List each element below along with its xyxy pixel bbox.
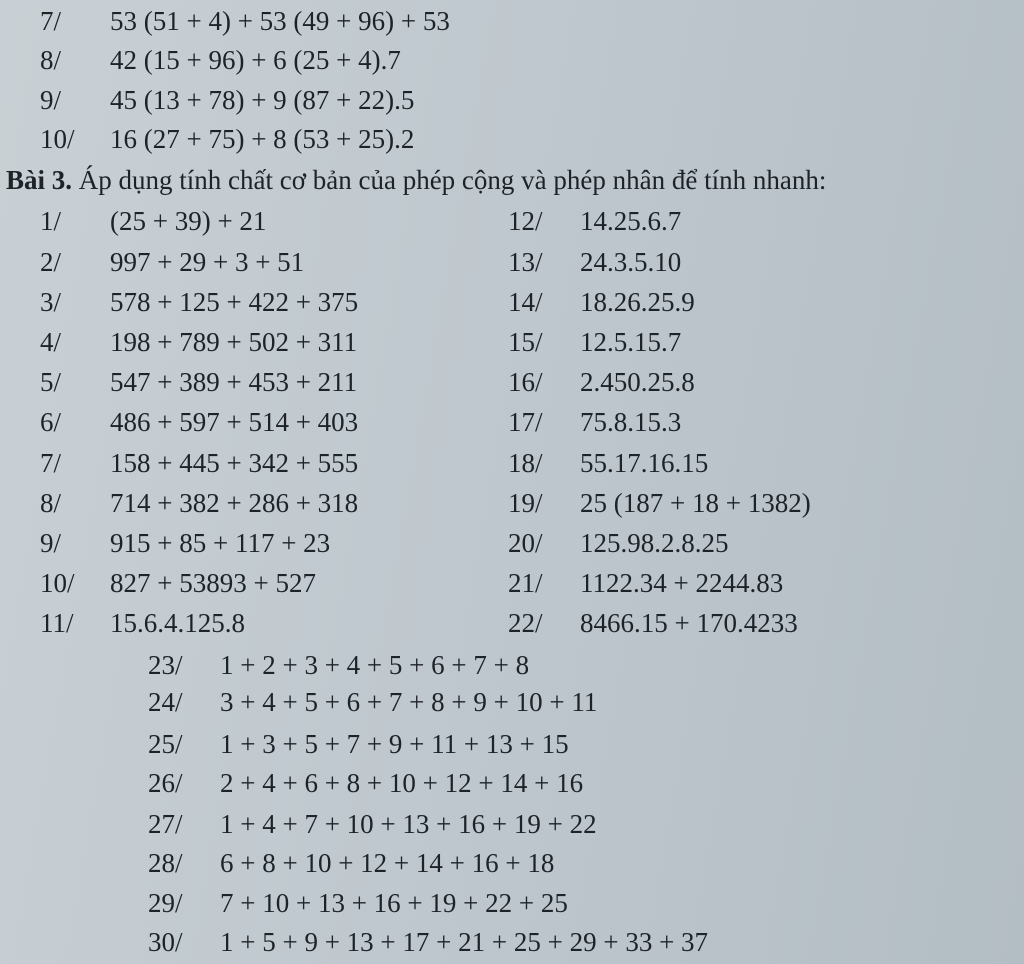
item-expression: 1 + 3 + 5 + 7 + 9 + 11 + 13 + 15 xyxy=(220,729,569,759)
item-expression: 45 (13 + 78) + 9 (87 + 22).5 xyxy=(110,85,415,115)
item-number: 22/ xyxy=(508,608,543,638)
item-number: 10/ xyxy=(40,124,75,154)
item-number: 9/ xyxy=(40,85,62,115)
item-number: 2/ xyxy=(40,247,62,277)
item-expression: (25 + 39) + 21 xyxy=(110,206,267,236)
item-expression: 3 + 4 + 5 + 6 + 7 + 8 + 9 + 10 + 11 xyxy=(220,687,598,717)
item-expression: 24.3.5.10 xyxy=(580,247,682,277)
item-number: 26/ xyxy=(148,768,183,798)
item-expression: 6 + 8 + 10 + 12 + 14 + 16 + 18 xyxy=(220,848,555,878)
item-expression: 578 + 125 + 422 + 375 xyxy=(110,287,359,317)
item-expression: 125.98.2.8.25 xyxy=(580,528,729,558)
item-number: 13/ xyxy=(508,247,543,277)
item-expression: 7 + 10 + 13 + 16 + 19 + 22 + 25 xyxy=(220,888,568,918)
item-number: 8/ xyxy=(40,45,62,75)
item-number: 23/ xyxy=(148,650,183,680)
item-number: 9/ xyxy=(40,528,62,558)
item-number: 7/ xyxy=(40,6,62,36)
item-number: 7/ xyxy=(40,448,62,478)
item-number: 27/ xyxy=(148,809,183,839)
item-expression: 1122.34 + 2244.83 xyxy=(580,568,784,598)
item-number: 25/ xyxy=(148,729,183,759)
item-number: 16/ xyxy=(508,367,543,397)
item-number: 10/ xyxy=(40,568,75,598)
item-expression: 1 + 2 + 3 + 4 + 5 + 6 + 7 + 8 xyxy=(220,650,530,680)
item-expression: 15.6.4.125.8 xyxy=(110,608,245,638)
item-number: 29/ xyxy=(148,888,183,918)
item-number: 30/ xyxy=(148,927,183,957)
item-expression: 827 + 53893 + 527 xyxy=(110,568,316,598)
item-number: 5/ xyxy=(40,367,62,397)
item-expression: 547 + 389 + 453 + 211 xyxy=(110,367,358,397)
item-number: 8/ xyxy=(40,488,62,518)
item-expression: 1 + 5 + 9 + 13 + 17 + 21 + 25 + 29 + 33 + 37 xyxy=(220,927,709,957)
item-expression: 486 + 597 + 514 + 403 xyxy=(110,407,359,437)
item-number: 3/ xyxy=(40,287,62,317)
item-number: 14/ xyxy=(508,287,543,317)
item-expression: 53 (51 + 4) + 53 (49 + 96) + 53 xyxy=(110,6,450,36)
item-expression: 8466.15 + 170.4233 xyxy=(580,608,798,638)
item-expression: 198 + 789 + 502 + 311 xyxy=(110,327,358,357)
item-expression: 16 (27 + 75) + 8 (53 + 25).2 xyxy=(110,124,415,154)
item-expression: 18.26.25.9 xyxy=(580,287,695,317)
item-expression: 1 + 4 + 7 + 10 + 13 + 16 + 19 + 22 xyxy=(220,809,597,839)
item-number: 18/ xyxy=(508,448,543,478)
item-number: 4/ xyxy=(40,327,62,357)
item-number: 12/ xyxy=(508,206,543,236)
item-number: 15/ xyxy=(508,327,543,357)
item-number: 21/ xyxy=(508,568,543,598)
section-label: Bài 3. xyxy=(6,165,73,195)
item-expression: 42 (15 + 96) + 6 (25 + 4).7 xyxy=(110,45,401,75)
item-number: 28/ xyxy=(148,848,183,878)
item-expression: 2 + 4 + 6 + 8 + 10 + 12 + 14 + 16 xyxy=(220,768,584,798)
item-expression: 997 + 29 + 3 + 51 xyxy=(110,247,305,277)
section-heading xyxy=(6,163,826,197)
section-instruction: Áp dụng tính chất cơ bản của phép cộng và phép nhân để tính nhanh: xyxy=(78,165,827,195)
item-expression: 12.5.15.7 xyxy=(580,327,682,357)
item-number: 19/ xyxy=(508,488,543,518)
item-number: 6/ xyxy=(40,407,62,437)
item-number: 24/ xyxy=(148,687,183,717)
item-expression: 25 (187 + 18 + 1382) xyxy=(580,488,811,518)
item-expression: 915 + 85 + 117 + 23 xyxy=(110,528,331,558)
item-expression: 55.17.16.15 xyxy=(580,448,709,478)
item-expression: 158 + 445 + 342 + 555 xyxy=(110,448,359,478)
item-number: 1/ xyxy=(40,206,62,236)
item-number: 20/ xyxy=(508,528,543,558)
item-expression: 14.25.6.7 xyxy=(580,206,682,236)
item-number: 17/ xyxy=(508,407,543,437)
item-number: 11/ xyxy=(40,608,74,638)
item-expression: 2.450.25.8 xyxy=(580,367,695,397)
item-expression: 75.8.15.3 xyxy=(580,407,682,437)
item-expression: 714 + 382 + 286 + 318 xyxy=(110,488,359,518)
